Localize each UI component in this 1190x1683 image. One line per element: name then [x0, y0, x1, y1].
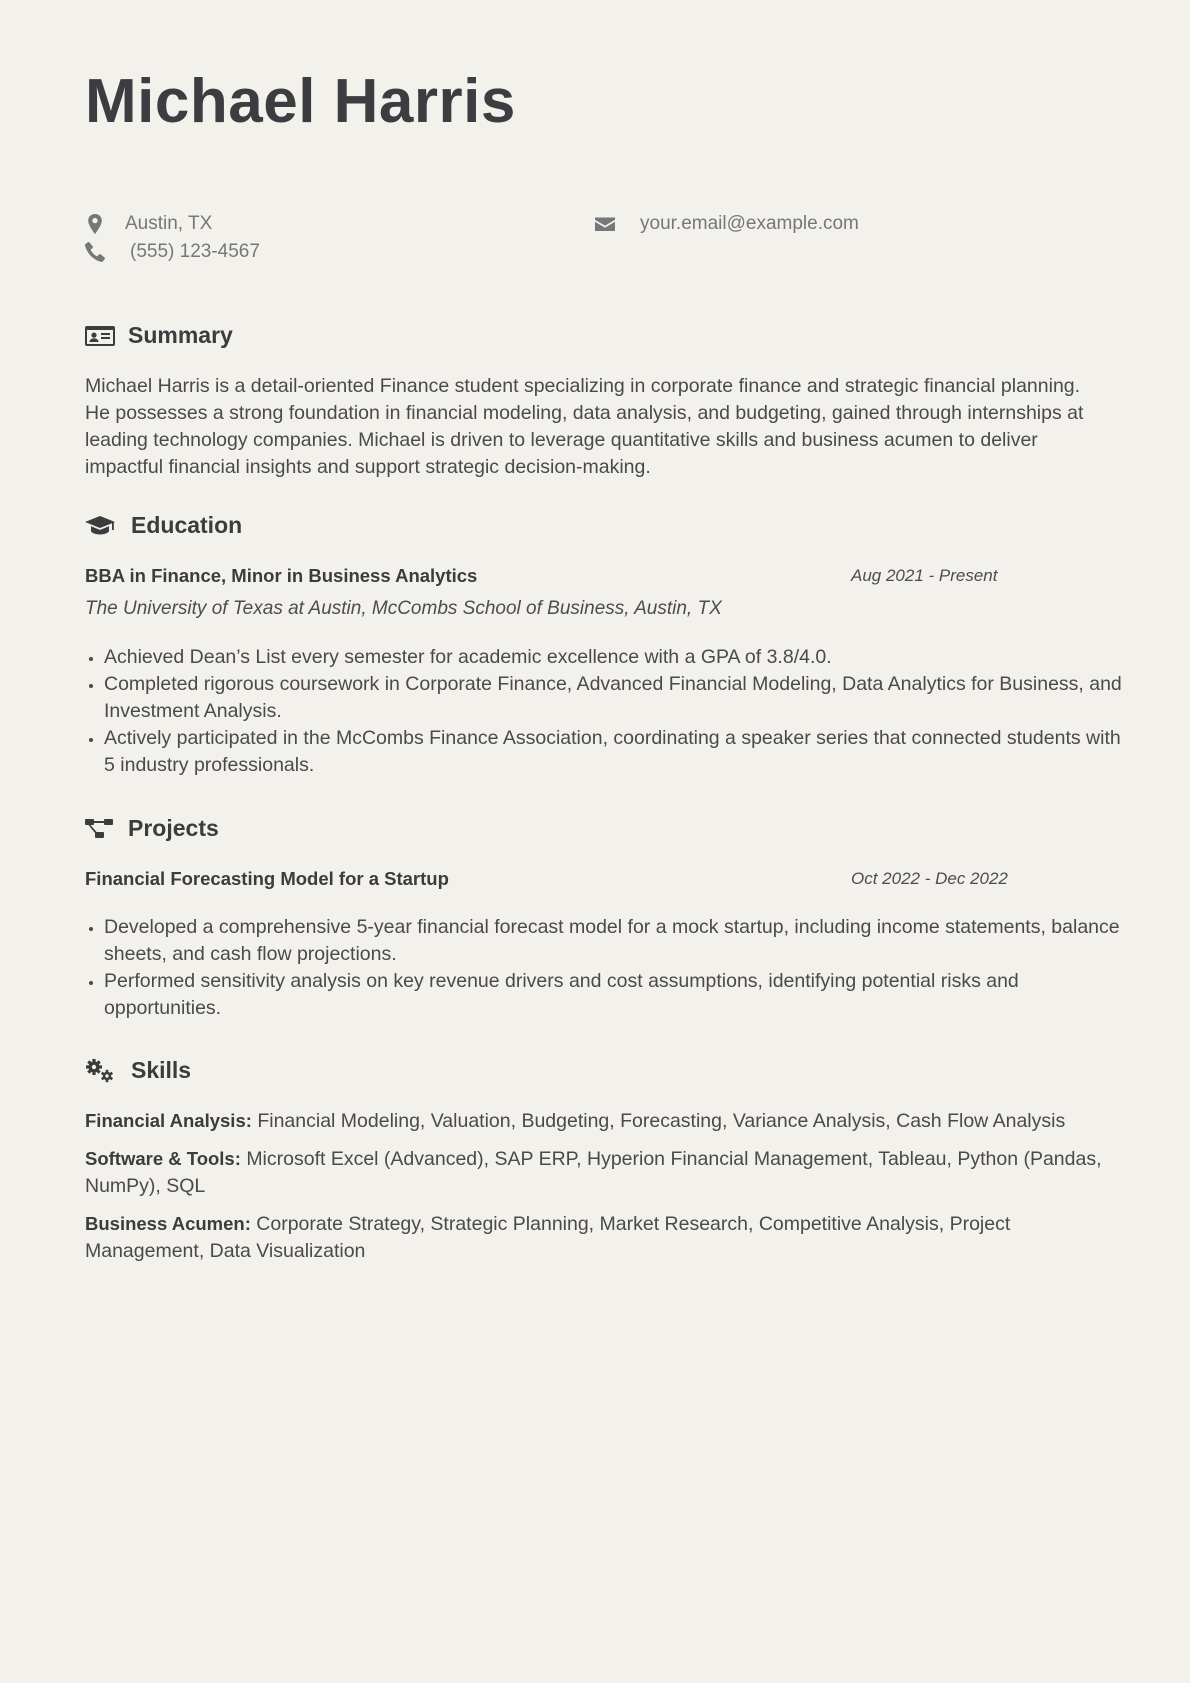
projects-heading [85, 815, 219, 842]
summary-text: Michael Harris is a detail-oriented Finance student specializing in corporate finance and strategic financial planning. He possesses a strong foundation in financial modeling, data analysis, and budgeting, gained through internships at leading technology companies. Michael is driven to leverage quantitative skills and business acumen to deliver impactful financial insights and support strategic decision-making. [85, 375, 1084, 478]
skill-value: Financial Modeling, Valuation, Budgeting, Forecasting, Variance Analysis, Cash Flow Analysis [257, 1110, 1066, 1132]
phone-icon [85, 242, 105, 262]
skills-heading [85, 1057, 191, 1084]
education-degree: BBA in Finance, Minor in Business Analytics [85, 565, 478, 586]
skill-value: Corporate Strategy, Strategic Planning, Market Research, Competitive Analysis, Project Management, Data Visualization [85, 1213, 1011, 1262]
project-title: Financial Forecasting Model for a Startup [85, 868, 449, 889]
cogs-icon [85, 1059, 115, 1083]
location-text: Austin, TX [125, 213, 213, 234]
contact-phone [85, 241, 260, 263]
summary-title: Summary [128, 322, 233, 348]
email-link[interactable]: your.email@example.com [640, 213, 859, 234]
contact-location [85, 213, 212, 235]
list-item: • Completed rigorous coursework in Corporate Finance, Advanced Financial Modeling, Data Analytics for Business, and Investment Analysis. [104, 671, 1129, 725]
projects-title: Projects [128, 815, 219, 841]
skill-label: Financial Analysis: [85, 1110, 252, 1131]
skills-title: Skills [131, 1057, 192, 1083]
list-item: • Developed a comprehensive 5-year financial forecast model for a mock startup, including income statements, balance sheets, and cash flow projections. [104, 914, 1129, 968]
resume-name: Michael Harris [85, 67, 516, 136]
skill-row [85, 1107, 1110, 1135]
project-bullets [85, 914, 1129, 1022]
id-card-icon [85, 324, 115, 348]
contact-email[interactable] [595, 213, 859, 235]
skill-row [85, 1210, 1110, 1265]
project-diagram-icon [85, 817, 115, 841]
education-dates: Aug 2021 - Present [851, 566, 998, 585]
project-dates: Oct 2022 - Dec 2022 [851, 869, 1008, 888]
list-item: • Performed sensitivity analysis on key revenue drivers and cost assumptions, identifying potential risks and opportunities. [104, 968, 1129, 1022]
education-title: Education [131, 512, 243, 538]
education-bullets [85, 644, 1129, 779]
map-marker-icon [85, 214, 105, 234]
skill-value: Microsoft Excel (Advanced), SAP ERP, Hyperion Financial Management, Tableau, Python (Pandas, NumPy), SQL [85, 1148, 1102, 1197]
summary-heading [85, 322, 233, 349]
list-item: • Achieved Dean’s List every semester for academic excellence with a GPA of 3.8/4.0. [104, 644, 1129, 671]
graduation-cap-icon [85, 514, 115, 538]
phone-text: (555) 123-4567 [130, 241, 260, 262]
list-item: • Actively participated in the McCombs Finance Association, coordinating a speaker series that connected students with 5 industry professionals. [104, 725, 1129, 779]
education-heading [85, 512, 242, 539]
skill-row [85, 1145, 1110, 1200]
skill-label: Software & Tools: [85, 1148, 241, 1169]
skill-label: Business Acumen: [85, 1213, 251, 1234]
envelope-icon [595, 214, 615, 234]
education-school: The University of Texas at Austin, McCombs School of Business, Austin, TX [85, 598, 722, 619]
